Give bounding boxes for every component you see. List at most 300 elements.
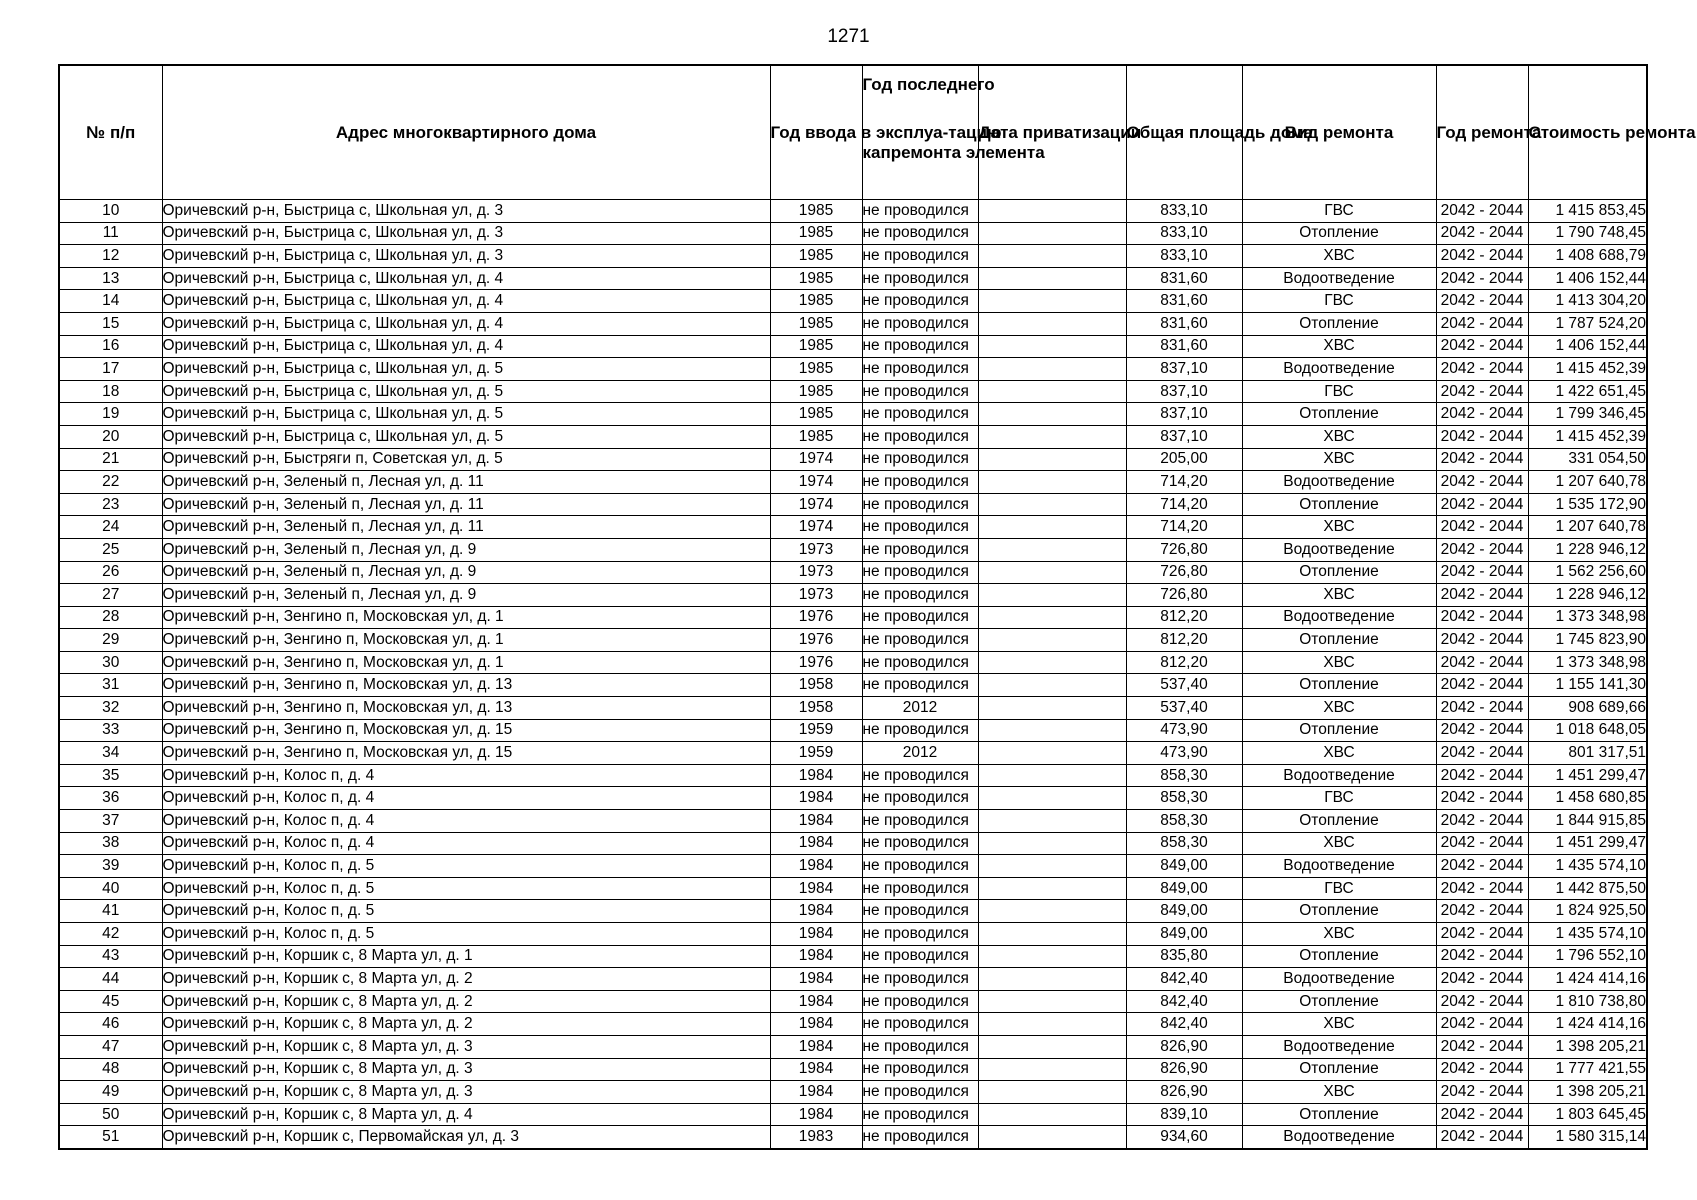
cell-address: Оричевский р-н, Быстрица с, Школьная ул, д. 4 [162,312,770,335]
cell-address: Оричевский р-н, Зеленый п, Лесная ул, д. 9 [162,561,770,584]
cell-year-built: 1984 [770,832,862,855]
cell-year-built: 1984 [770,990,862,1013]
cell-area: 849,00 [1126,900,1242,923]
cell-privatization [978,380,1126,403]
cell-cost: 1 408 688,79 [1528,245,1647,268]
cell-repair-type: Водоотведение [1242,1035,1436,1058]
cell-last-repair: не проводился [862,516,978,539]
cell-repair-year: 2042 - 2044 [1436,787,1528,810]
cell-num: 23 [59,493,162,516]
cell-num: 26 [59,561,162,584]
cell-year-built: 1983 [770,1126,862,1149]
table-row [59,651,1647,674]
cell-privatization [978,267,1126,290]
cell-area: 726,80 [1126,561,1242,584]
cell-year-built: 1973 [770,561,862,584]
table-row [59,358,1647,381]
cell-num: 45 [59,990,162,1013]
cell-repair-year: 2042 - 2044 [1436,425,1528,448]
cell-num: 18 [59,380,162,403]
cell-last-repair: не проводился [862,968,978,991]
cell-area: 537,40 [1126,674,1242,697]
cell-last-repair: не проводился [862,990,978,1013]
cell-area: 826,90 [1126,1058,1242,1081]
cell-repair-year: 2042 - 2044 [1436,923,1528,946]
cell-repair-year: 2042 - 2044 [1436,719,1528,742]
cell-repair-year: 2042 - 2044 [1436,358,1528,381]
cell-cost: 1 451 299,47 [1528,764,1647,787]
cell-area: 934,60 [1126,1126,1242,1149]
cell-repair-type: ХВС [1242,425,1436,448]
cell-repair-year: 2042 - 2044 [1436,764,1528,787]
cell-year-built: 1984 [770,1081,862,1104]
table-row [59,1081,1647,1104]
cell-address: Оричевский р-н, Быстрица с, Школьная ул, д. 4 [162,335,770,358]
cell-last-repair: не проводился [862,358,978,381]
cell-repair-year: 2042 - 2044 [1436,674,1528,697]
cell-num: 24 [59,516,162,539]
cell-area: 833,10 [1126,245,1242,268]
cell-address: Оричевский р-н, Быстрица с, Школьная ул, д. 4 [162,267,770,290]
cell-repair-year: 2042 - 2044 [1436,1126,1528,1149]
cell-repair-type: ХВС [1242,923,1436,946]
cell-privatization [978,1013,1126,1036]
cell-repair-type: Водоотведение [1242,471,1436,494]
cell-privatization [978,968,1126,991]
cell-repair-year: 2042 - 2044 [1436,538,1528,561]
cell-cost: 1 415 452,39 [1528,358,1647,381]
table-row [59,1013,1647,1036]
cell-address: Оричевский р-н, Коршик с, 8 Марта ул, д. 2 [162,968,770,991]
cell-num: 30 [59,651,162,674]
cell-address: Оричевский р-н, Колос п, д. 5 [162,900,770,923]
cell-year-built: 1984 [770,923,862,946]
cell-year-built: 1984 [770,855,862,878]
cell-repair-type: Отопление [1242,945,1436,968]
cell-num: 39 [59,855,162,878]
cell-cost: 1 844 915,85 [1528,810,1647,833]
cell-area: 849,00 [1126,923,1242,946]
cell-repair-year: 2042 - 2044 [1436,742,1528,765]
cell-repair-year: 2042 - 2044 [1436,877,1528,900]
cell-repair-type: ХВС [1242,516,1436,539]
cell-year-built: 1974 [770,448,862,471]
header-area: Общая площадь дома [1126,65,1242,200]
table-row [59,923,1647,946]
cell-privatization [978,1058,1126,1081]
cell-repair-year: 2042 - 2044 [1436,335,1528,358]
cell-last-repair: не проводился [862,245,978,268]
cell-privatization [978,1035,1126,1058]
cell-area: 473,90 [1126,742,1242,765]
cell-privatization [978,1081,1126,1104]
table-row [59,1058,1647,1081]
cell-address: Оричевский р-н, Колос п, д. 4 [162,810,770,833]
cell-year-built: 1985 [770,380,862,403]
cell-last-repair: не проводился [862,1126,978,1149]
table-row [59,990,1647,1013]
cell-address: Оричевский р-н, Колос п, д. 4 [162,787,770,810]
table-row [59,493,1647,516]
cell-year-built: 1959 [770,742,862,765]
cell-last-repair: не проводился [862,945,978,968]
cell-repair-type: ХВС [1242,1081,1436,1104]
cell-num: 32 [59,697,162,720]
cell-address: Оричевский р-н, Коршик с, 8 Марта ул, д. 4 [162,1103,770,1126]
cell-repair-type: Водоотведение [1242,538,1436,561]
cell-last-repair: не проводился [862,629,978,652]
cell-repair-year: 2042 - 2044 [1436,403,1528,426]
cell-repair-type: ХВС [1242,651,1436,674]
cell-privatization [978,245,1126,268]
cell-repair-type: Отопление [1242,900,1436,923]
cell-cost: 1 745 823,90 [1528,629,1647,652]
cell-privatization [978,742,1126,765]
table-row [59,1035,1647,1058]
cell-cost: 331 054,50 [1528,448,1647,471]
cell-num: 29 [59,629,162,652]
cell-last-repair: не проводился [862,403,978,426]
table-row [59,810,1647,833]
cell-repair-year: 2042 - 2044 [1436,1035,1528,1058]
cell-privatization [978,1126,1126,1149]
table-header-row [59,65,1647,200]
cell-last-repair: не проводился [862,810,978,833]
cell-area: 537,40 [1126,697,1242,720]
table-row [59,312,1647,335]
cell-year-built: 1984 [770,810,862,833]
cell-area: 842,40 [1126,1013,1242,1036]
cell-num: 43 [59,945,162,968]
cell-address: Оричевский р-н, Быстряги п, Советская ул, д. 5 [162,448,770,471]
cell-area: 473,90 [1126,719,1242,742]
cell-num: 21 [59,448,162,471]
cell-last-repair: не проводился [862,787,978,810]
cell-num: 38 [59,832,162,855]
cell-address: Оричевский р-н, Коршик с, 8 Марта ул, д. 3 [162,1058,770,1081]
cell-address: Оричевский р-н, Колос п, д. 5 [162,855,770,878]
cell-area: 812,20 [1126,629,1242,652]
cell-year-built: 1959 [770,719,862,742]
cell-num: 49 [59,1081,162,1104]
cell-year-built: 1985 [770,425,862,448]
cell-year-built: 1985 [770,358,862,381]
cell-last-repair: 2012 [862,697,978,720]
cell-repair-year: 2042 - 2044 [1436,900,1528,923]
cell-last-repair: не проводился [862,335,978,358]
cell-year-built: 1976 [770,629,862,652]
cell-last-repair: не проводился [862,1035,978,1058]
cell-cost: 1 373 348,98 [1528,651,1647,674]
cell-cost: 1 580 315,14 [1528,1126,1647,1149]
cell-last-repair: не проводился [862,200,978,223]
cell-address: Оричевский р-н, Коршик с, 8 Марта ул, д. 3 [162,1035,770,1058]
cell-cost: 1 398 205,21 [1528,1035,1647,1058]
cell-repair-type: ГВС [1242,877,1436,900]
page-number: 1271 [827,26,870,47]
cell-cost: 1 799 346,45 [1528,403,1647,426]
cell-year-built: 1985 [770,403,862,426]
cell-num: 17 [59,358,162,381]
cell-year-built: 1984 [770,787,862,810]
cell-privatization [978,787,1126,810]
cell-address: Оричевский р-н, Коршик с, 8 Марта ул, д. 1 [162,945,770,968]
cell-year-built: 1976 [770,606,862,629]
cell-repair-year: 2042 - 2044 [1436,1058,1528,1081]
cell-cost: 908 689,66 [1528,697,1647,720]
cell-num: 28 [59,606,162,629]
cell-repair-type: ГВС [1242,787,1436,810]
cell-cost: 1 018 648,05 [1528,719,1647,742]
cell-repair-type: Отопление [1242,312,1436,335]
cell-num: 50 [59,1103,162,1126]
cell-privatization [978,222,1126,245]
cell-repair-year: 2042 - 2044 [1436,516,1528,539]
cell-address: Оричевский р-н, Коршик с, Первомайская ул, д. 3 [162,1126,770,1149]
cell-repair-year: 2042 - 2044 [1436,945,1528,968]
cell-repair-year: 2042 - 2044 [1436,267,1528,290]
cell-cost: 1 207 640,78 [1528,516,1647,539]
cell-cost: 1 406 152,44 [1528,267,1647,290]
cell-repair-type: Отопление [1242,674,1436,697]
cell-cost: 1 803 645,45 [1528,1103,1647,1126]
cell-privatization [978,448,1126,471]
cell-privatization [978,493,1126,516]
cell-num: 27 [59,584,162,607]
cell-privatization [978,1103,1126,1126]
cell-repair-type: Отопление [1242,719,1436,742]
cell-num: 37 [59,810,162,833]
cell-repair-year: 2042 - 2044 [1436,245,1528,268]
cell-address: Оричевский р-н, Зенгино п, Московская ул, д. 1 [162,651,770,674]
table-row [59,561,1647,584]
cell-privatization [978,629,1126,652]
cell-year-built: 1985 [770,245,862,268]
cell-repair-year: 2042 - 2044 [1436,1103,1528,1126]
cell-privatization [978,290,1126,313]
cell-last-repair: не проводился [862,900,978,923]
cell-last-repair: не проводился [862,674,978,697]
cell-address: Оричевский р-н, Зеленый п, Лесная ул, д. 9 [162,538,770,561]
cell-repair-type: ХВС [1242,245,1436,268]
cell-last-repair: не проводился [862,584,978,607]
cell-address: Оричевский р-н, Зенгино п, Московская ул, д. 15 [162,742,770,765]
cell-year-built: 1976 [770,651,862,674]
cell-cost: 1 442 875,50 [1528,877,1647,900]
cell-repair-year: 2042 - 2044 [1436,697,1528,720]
header-repair-type: Вид ремонта [1242,65,1436,200]
cell-num: 48 [59,1058,162,1081]
table-row [59,945,1647,968]
cell-address: Оричевский р-н, Быстрица с, Школьная ул, д. 4 [162,290,770,313]
cell-repair-year: 2042 - 2044 [1436,1081,1528,1104]
cell-address: Оричевский р-н, Зеленый п, Лесная ул, д. 11 [162,493,770,516]
cell-last-repair: не проводился [862,538,978,561]
table-row [59,877,1647,900]
table-row [59,222,1647,245]
cell-year-built: 1984 [770,1103,862,1126]
table-row [59,448,1647,471]
cell-area: 831,60 [1126,335,1242,358]
cell-last-repair: не проводился [862,651,978,674]
cell-repair-year: 2042 - 2044 [1436,493,1528,516]
cell-privatization [978,425,1126,448]
cell-year-built: 1974 [770,516,862,539]
cell-address: Оричевский р-н, Зенгино п, Московская ул, д. 13 [162,697,770,720]
cell-repair-type: Водоотведение [1242,358,1436,381]
cell-privatization [978,990,1126,1013]
cell-area: 831,60 [1126,312,1242,335]
table-row [59,697,1647,720]
cell-privatization [978,877,1126,900]
cell-last-repair: не проводился [862,493,978,516]
header-last-repair-line1: Год последнего [862,75,995,94]
table-row [59,900,1647,923]
cell-repair-type: ХВС [1242,335,1436,358]
cell-address: Оричевский р-н, Быстрица с, Школьная ул, д. 5 [162,403,770,426]
cell-repair-year: 2042 - 2044 [1436,200,1528,223]
cell-last-repair: не проводился [862,832,978,855]
cell-last-repair: не проводился [862,1103,978,1126]
table-row [59,674,1647,697]
cell-repair-type: Отопление [1242,629,1436,652]
cell-year-built: 1984 [770,1035,862,1058]
cell-last-repair: не проводился [862,877,978,900]
cell-year-built: 1958 [770,674,862,697]
cell-repair-type: Водоотведение [1242,968,1436,991]
cell-cost: 1 422 651,45 [1528,380,1647,403]
cell-address: Оричевский р-н, Быстрица с, Школьная ул, д. 5 [162,380,770,403]
cell-year-built: 1958 [770,697,862,720]
cell-repair-year: 2042 - 2044 [1436,290,1528,313]
cell-num: 13 [59,267,162,290]
cell-address: Оричевский р-н, Зеленый п, Лесная ул, д. 9 [162,584,770,607]
cell-area: 831,60 [1126,290,1242,313]
cell-area: 833,10 [1126,200,1242,223]
cell-repair-type: Отопление [1242,493,1436,516]
cell-last-repair: не проводился [862,1081,978,1104]
cell-area: 714,20 [1126,471,1242,494]
table-row [59,516,1647,539]
cell-year-built: 1984 [770,945,862,968]
cell-address: Оричевский р-н, Колос п, д. 5 [162,923,770,946]
cell-last-repair: не проводился [862,222,978,245]
cell-cost: 1 810 738,80 [1528,990,1647,1013]
table-row [59,403,1647,426]
cell-cost: 1 796 552,10 [1528,945,1647,968]
cell-num: 47 [59,1035,162,1058]
cell-repair-type: Отопление [1242,810,1436,833]
cell-last-repair: не проводился [862,312,978,335]
cell-privatization [978,471,1126,494]
cell-repair-year: 2042 - 2044 [1436,380,1528,403]
cell-area: 205,00 [1126,448,1242,471]
cell-last-repair: не проводился [862,606,978,629]
cell-area: 842,40 [1126,968,1242,991]
cell-privatization [978,855,1126,878]
cell-area: 714,20 [1126,493,1242,516]
table-row [59,425,1647,448]
cell-address: Оричевский р-н, Колос п, д. 5 [162,877,770,900]
cell-address: Оричевский р-н, Зенгино п, Московская ул, д. 15 [162,719,770,742]
cell-year-built: 1984 [770,900,862,923]
cell-repair-type: ХВС [1242,1013,1436,1036]
cell-repair-year: 2042 - 2044 [1436,629,1528,652]
cell-repair-type: ХВС [1242,832,1436,855]
cell-address: Оричевский р-н, Быстрица с, Школьная ул, д. 5 [162,358,770,381]
cell-last-repair: не проводился [862,1058,978,1081]
cell-num: 31 [59,674,162,697]
cell-privatization [978,403,1126,426]
cell-cost: 1 435 574,10 [1528,855,1647,878]
cell-address: Оричевский р-н, Колос п, д. 4 [162,764,770,787]
cell-privatization [978,200,1126,223]
cell-last-repair: не проводился [862,719,978,742]
cell-area: 858,30 [1126,787,1242,810]
cell-cost: 1 398 205,21 [1528,1081,1647,1104]
cell-privatization [978,358,1126,381]
cell-year-built: 1985 [770,312,862,335]
cell-cost: 801 317,51 [1528,742,1647,765]
cell-year-built: 1984 [770,1013,862,1036]
cell-last-repair: не проводился [862,290,978,313]
cell-address: Оричевский р-н, Коршик с, 8 Марта ул, д. 2 [162,1013,770,1036]
cell-year-built: 1974 [770,493,862,516]
cell-area: 858,30 [1126,810,1242,833]
cell-last-repair: не проводился [862,764,978,787]
cell-privatization [978,312,1126,335]
table-row [59,787,1647,810]
table-row [59,267,1647,290]
repair-schedule-table [58,64,1696,1150]
cell-repair-type: ХВС [1242,448,1436,471]
table-row [59,471,1647,494]
table-row [59,538,1647,561]
cell-privatization [978,764,1126,787]
cell-num: 41 [59,900,162,923]
cell-cost: 1 228 946,12 [1528,584,1647,607]
cell-privatization [978,606,1126,629]
cell-address: Оричевский р-н, Зенгино п, Московская ул, д. 1 [162,606,770,629]
cell-num: 33 [59,719,162,742]
cell-area: 826,90 [1126,1081,1242,1104]
table-row [59,290,1647,313]
cell-cost: 1 228 946,12 [1528,538,1647,561]
cell-cost: 1 458 680,85 [1528,787,1647,810]
cell-year-built: 1984 [770,968,862,991]
cell-num: 51 [59,1126,162,1149]
cell-address: Оричевский р-н, Зеленый п, Лесная ул, д. 11 [162,516,770,539]
cell-address: Оричевский р-н, Быстрица с, Школьная ул, д. 3 [162,200,770,223]
table-row [59,1126,1647,1149]
cell-num: 12 [59,245,162,268]
cell-year-built: 1985 [770,267,862,290]
cell-repair-year: 2042 - 2044 [1436,448,1528,471]
table-row [59,335,1647,358]
table-row [59,584,1647,607]
cell-last-repair: 2012 [862,742,978,765]
cell-area: 812,20 [1126,606,1242,629]
cell-address: Оричевский р-н, Зенгино п, Московская ул, д. 1 [162,629,770,652]
cell-repair-type: Отопление [1242,561,1436,584]
cell-area: 726,80 [1126,584,1242,607]
cell-year-built: 1973 [770,584,862,607]
cell-privatization [978,584,1126,607]
cell-cost: 1 207 640,78 [1528,471,1647,494]
header-address: Адрес многоквартирного дома [162,65,770,200]
cell-area: 858,30 [1126,832,1242,855]
cell-last-repair: не проводился [862,855,978,878]
